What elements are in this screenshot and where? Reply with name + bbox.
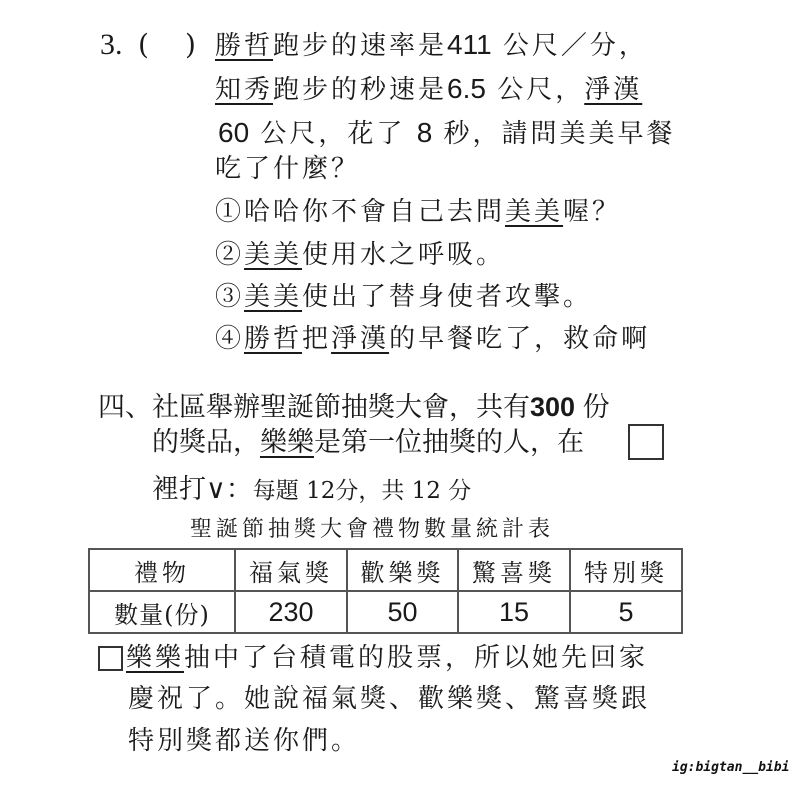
section-4-line-1: 四、社區舉辦聖誕節抽獎大會，共有300 份: [98, 392, 610, 422]
header-cell: 特別獎: [570, 549, 682, 591]
question-line-2: 知秀跑步的秒速是6.5 公尺，淨漢: [215, 73, 643, 105]
question-line-1: 勝哲跑步的速率是411 公尺／分，: [215, 29, 648, 61]
name-shengzhe: 勝哲: [215, 31, 274, 61]
answer-paren-left: (: [138, 28, 149, 61]
answer-blank[interactable]: [150, 28, 184, 62]
row-label: 數量(份): [89, 591, 235, 633]
table-title: 聖誕節抽獎大會禮物數量統計表: [190, 517, 555, 542]
option-4: ④勝哲把淨漢的早餐吃了，救命啊: [215, 324, 651, 354]
value-cell: 230: [235, 591, 347, 633]
answer-paren-right: ): [185, 28, 196, 61]
value-cell: 50: [347, 591, 458, 633]
header-cell: 福氣獎: [235, 549, 347, 591]
instruction-checkbox: [628, 424, 664, 460]
prize-table: [88, 548, 683, 634]
statement-line-3: 特別獎都送你們。: [128, 726, 361, 756]
score-info: 每題 12分，共 12 分: [252, 478, 472, 504]
table-row: [89, 591, 682, 633]
value-cell: 5: [570, 591, 682, 633]
section-4-line-2: 的獎品，樂樂是第一位抽獎的人，在: [152, 427, 584, 457]
question-line-4: 吃了什麼？: [215, 154, 361, 184]
watermark: ig:bigtan__bibi: [672, 760, 790, 775]
option-1: ①哈哈你不會自己去問美美喔？: [215, 197, 622, 227]
header-cell: 驚喜獎: [458, 549, 570, 591]
option-2: ②美美使用水之呼吸。: [215, 240, 506, 270]
option-3: ③美美使出了替身使者攻擊。: [215, 282, 593, 312]
question-line-3: 60 公尺，花了 8 秒，請問美美早餐: [218, 117, 676, 149]
table-header-row: [89, 549, 682, 591]
statement-line-1: 樂樂抽中了台積電的股票，所以她先回家: [126, 643, 649, 673]
section-4-line-3: 裡打∨：每題 12分，共 12 分: [152, 474, 472, 504]
statement-line-2: 慶祝了。她說福氣獎、歡樂獎、驚喜獎跟: [128, 684, 651, 714]
name-zhixiu: 知秀: [215, 75, 274, 105]
question-number: 3.: [100, 28, 123, 61]
header-cell: 歡樂獎: [347, 549, 458, 591]
statement-checkbox[interactable]: [98, 646, 123, 671]
header-cell: 禮物: [89, 549, 235, 591]
value-cell: 15: [458, 591, 570, 633]
name-jinghan: 淨漢: [584, 75, 643, 105]
